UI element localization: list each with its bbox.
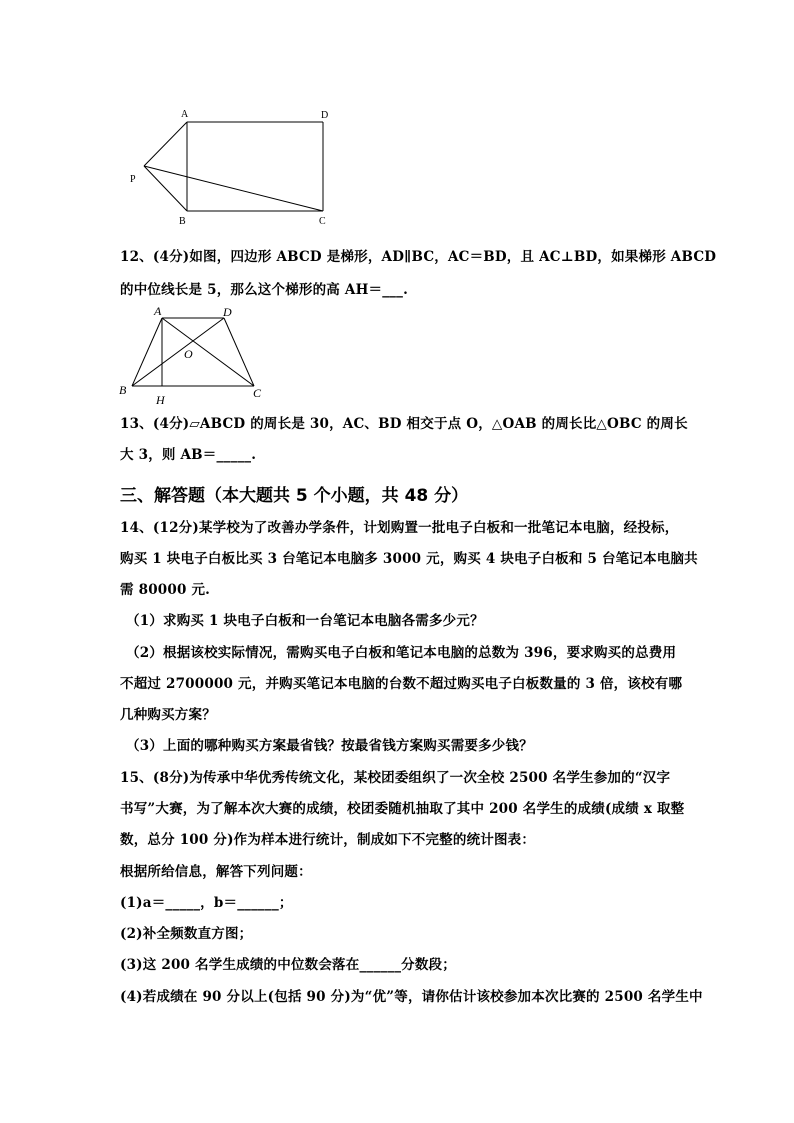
q13-line1: 13、(4分)▱ABCD 的周长是 30，AC、BD 相交于点 O，△OAB 的周长比△OBC 的周长 [120,416,688,432]
q15-sub1: (1)a＝_____，b＝______； [120,895,293,911]
q15-sub3: (3)这 200 名学生成绩的中位数会落在______分数段； [120,957,456,973]
segment-dc [224,318,254,386]
q14-sub2-line3: 几种购买方案？ [120,707,216,723]
q14-line1: 14、(12分)某学校为了改善办学条件，计划购置一批电子白板和一批笔记本电脑，经投标， [120,520,679,536]
section-heading: 三、解答题（本大题共 5 个小题，共 48 分） [120,486,469,506]
segment-ab [132,318,162,386]
q14-line3: 需 80000 元. [120,582,211,598]
label-a: A [154,304,162,318]
label-a: A [181,109,189,120]
q15-line4: 根据所给信息，解答下列问题： [120,864,312,880]
segment-ac [162,318,254,386]
segment-pc [144,166,323,211]
figure-rectangle-abcd [120,100,350,230]
q15-line1: 15、(8分)为传承中华优秀传统文化，某校团委组织了一次全校 2500 名学生参加的“汉字 [120,770,671,786]
label-o: O [184,347,193,361]
segment-bd [132,318,224,386]
figure-trapezoid-abcd [114,302,274,406]
q14-line2: 购买 1 块电子白板比买 3 台笔记本电脑多 3000 元，购买 4 块电子白板和 5 台笔记本电脑共 [120,551,698,567]
label-c: C [319,216,326,227]
q15-line3: 数，总分 100 分)作为样本进行统计，制成如下不完整的统计图表： [120,832,536,848]
label-h: H [156,393,165,406]
label-d: D [223,305,232,319]
q14-sub1: （1）求购买 1 块电子白板和一台笔记本电脑各需多少元？ [126,613,484,629]
q12-line2: 的中位线长是 5，那么这个梯形的高 AH＝___. [120,282,408,298]
segment-pb [144,166,187,211]
label-c: C [253,386,262,400]
label-p: P [130,174,136,185]
q15-sub4: (4)若成绩在 90 分以上(包括 90 分)为“优”等，请你估计该校参加本次比赛的 2500 名学生中 [120,989,703,1005]
segment-pa [144,122,187,166]
q14-sub3: （3）上面的哪种购买方案最省钱？按最省钱方案购买需要多少钱？ [126,738,533,754]
q14-sub2-line2: 不超过 2700000 元，并购买笔记本电脑的台数不超过购买电子白板数量的 3 倍，该校有哪 [120,676,683,692]
label-d: D [321,110,329,121]
q15-sub2: (2)补全频数直方图； [120,926,253,942]
label-b: B [179,216,186,227]
q13-line2: 大 3，则 AB＝_____. [120,447,257,463]
q12-line1: 12、(4分)如图，四边形 ABCD 是梯形，AD∥BC，AC＝BD，且 AC⊥BD，如果梯形 ABCD [120,249,717,265]
q14-sub2-line1: （2）根据该校实际情况，需购买电子白板和笔记本电脑的总数为 396，要求购买的总费用 [126,645,677,661]
label-b: B [119,383,127,397]
q15-line2: 书写”大赛，为了解本次大赛的成绩，校团委随机抽取了其中 200 名学生的成绩(成绩 x 取整 [120,801,685,817]
